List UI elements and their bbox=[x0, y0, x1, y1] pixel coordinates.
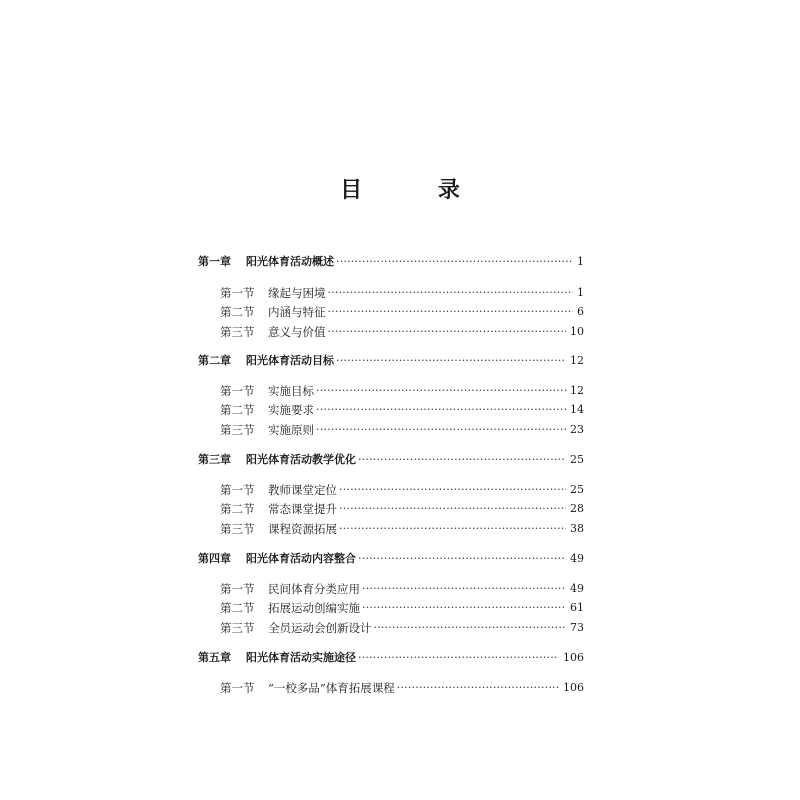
toc-section-3-3[interactable] bbox=[220, 520, 584, 538]
toc-section-1-2[interactable] bbox=[220, 303, 584, 321]
toc-title: 目 录 bbox=[340, 177, 494, 203]
page-number: 10 bbox=[570, 325, 584, 338]
dot-leader bbox=[358, 451, 566, 469]
dot-leader bbox=[316, 401, 566, 419]
toc-chapter-3[interactable] bbox=[198, 451, 584, 469]
page-number: 12 bbox=[570, 354, 584, 367]
toc-section-5-1[interactable] bbox=[220, 679, 584, 697]
toc-section-2-2[interactable] bbox=[220, 401, 584, 419]
dot-leader bbox=[339, 500, 566, 518]
section-title: 教师课堂定位 bbox=[268, 483, 337, 497]
chapter-title: 阳光体育活动概述 bbox=[246, 255, 334, 268]
section-label: 第一节 bbox=[220, 681, 255, 695]
section-label: 第三节 bbox=[220, 621, 255, 635]
page-number: 14 bbox=[570, 403, 584, 416]
page-number: 1 bbox=[577, 255, 584, 268]
chapter-title: 阳光体育活动实施途径 bbox=[246, 651, 356, 664]
section-title: 实施要求 bbox=[268, 403, 314, 417]
toc-section-3-2[interactable] bbox=[220, 500, 584, 518]
toc-section-2-3[interactable] bbox=[220, 421, 584, 439]
section-title: 民间体育分类应用 bbox=[268, 582, 360, 596]
page-number: 106 bbox=[563, 681, 584, 694]
toc-chapter-2[interactable] bbox=[198, 352, 584, 370]
dot-leader bbox=[358, 550, 566, 568]
section-title: 常态课堂提升 bbox=[268, 502, 337, 516]
section-title: 拓展运动创编实施 bbox=[268, 601, 360, 615]
chapter-label: 第一章 bbox=[198, 255, 231, 268]
dot-leader bbox=[397, 679, 559, 697]
page-number: 12 bbox=[570, 384, 584, 397]
dot-leader bbox=[362, 580, 566, 598]
dot-leader bbox=[358, 649, 559, 667]
dot-leader bbox=[339, 481, 566, 499]
dot-leader bbox=[328, 284, 574, 302]
section-title: 实施原则 bbox=[268, 423, 314, 437]
dot-leader bbox=[328, 303, 574, 321]
section-title: 课程资源拓展 bbox=[268, 522, 337, 536]
section-title: 全员运动会创新设计 bbox=[268, 621, 372, 635]
toc-section-3-1[interactable] bbox=[220, 481, 584, 499]
toc-chapter-4[interactable] bbox=[198, 550, 584, 568]
page-number: 49 bbox=[570, 552, 584, 565]
page-number: 25 bbox=[570, 453, 584, 466]
toc-section-4-1[interactable] bbox=[220, 580, 584, 598]
section-label: 第二节 bbox=[220, 601, 255, 615]
page-number: 73 bbox=[570, 621, 584, 634]
toc-section-1-1[interactable] bbox=[220, 284, 584, 302]
section-label: 第二节 bbox=[220, 502, 255, 516]
dot-leader bbox=[316, 382, 566, 400]
dot-leader bbox=[316, 421, 566, 439]
page-number: 38 bbox=[570, 522, 584, 535]
page-number: 106 bbox=[563, 651, 584, 664]
chapter-label: 第五章 bbox=[198, 651, 231, 664]
section-title: “一校多品”体育拓展课程 bbox=[268, 681, 395, 695]
section-label: 第一节 bbox=[220, 286, 255, 300]
toc-section-1-3[interactable] bbox=[220, 323, 584, 341]
page-number: 6 bbox=[577, 305, 584, 318]
section-label: 第二节 bbox=[220, 305, 255, 319]
chapter-label: 第三章 bbox=[198, 453, 231, 466]
page-number: 25 bbox=[570, 483, 584, 496]
dot-leader bbox=[336, 352, 566, 370]
chapter-title: 阳光体育活动内容整合 bbox=[246, 552, 356, 565]
section-label: 第一节 bbox=[220, 384, 255, 398]
toc-section-4-3[interactable] bbox=[220, 619, 584, 637]
section-label: 第三节 bbox=[220, 423, 255, 437]
section-title: 意义与价值 bbox=[268, 325, 326, 339]
page-number: 61 bbox=[570, 601, 584, 614]
section-title: 实施目标 bbox=[268, 384, 314, 398]
section-label: 第一节 bbox=[220, 582, 255, 596]
section-label: 第二节 bbox=[220, 403, 255, 417]
toc-chapter-1[interactable] bbox=[198, 253, 584, 271]
toc-section-2-1[interactable] bbox=[220, 382, 584, 400]
section-title: 缘起与困境 bbox=[268, 286, 326, 300]
page-number: 23 bbox=[570, 423, 584, 436]
dot-leader bbox=[336, 253, 573, 271]
chapter-title: 阳光体育活动目标 bbox=[246, 354, 334, 367]
section-title: 内涵与特征 bbox=[268, 305, 326, 319]
page-number: 28 bbox=[570, 502, 584, 515]
chapter-label: 第四章 bbox=[198, 552, 231, 565]
section-label: 第三节 bbox=[220, 522, 255, 536]
toc-chapter-5[interactable] bbox=[198, 649, 584, 667]
dot-leader bbox=[339, 520, 566, 538]
dot-leader bbox=[362, 599, 566, 617]
section-label: 第三节 bbox=[220, 325, 255, 339]
section-label: 第一节 bbox=[220, 483, 255, 497]
page-number: 1 bbox=[577, 286, 584, 299]
page-number: 49 bbox=[570, 582, 584, 595]
chapter-label: 第二章 bbox=[198, 354, 231, 367]
dot-leader bbox=[328, 323, 567, 341]
dot-leader bbox=[374, 619, 567, 637]
toc-section-4-2[interactable] bbox=[220, 599, 584, 617]
chapter-title: 阳光体育活动教学优化 bbox=[246, 453, 356, 466]
